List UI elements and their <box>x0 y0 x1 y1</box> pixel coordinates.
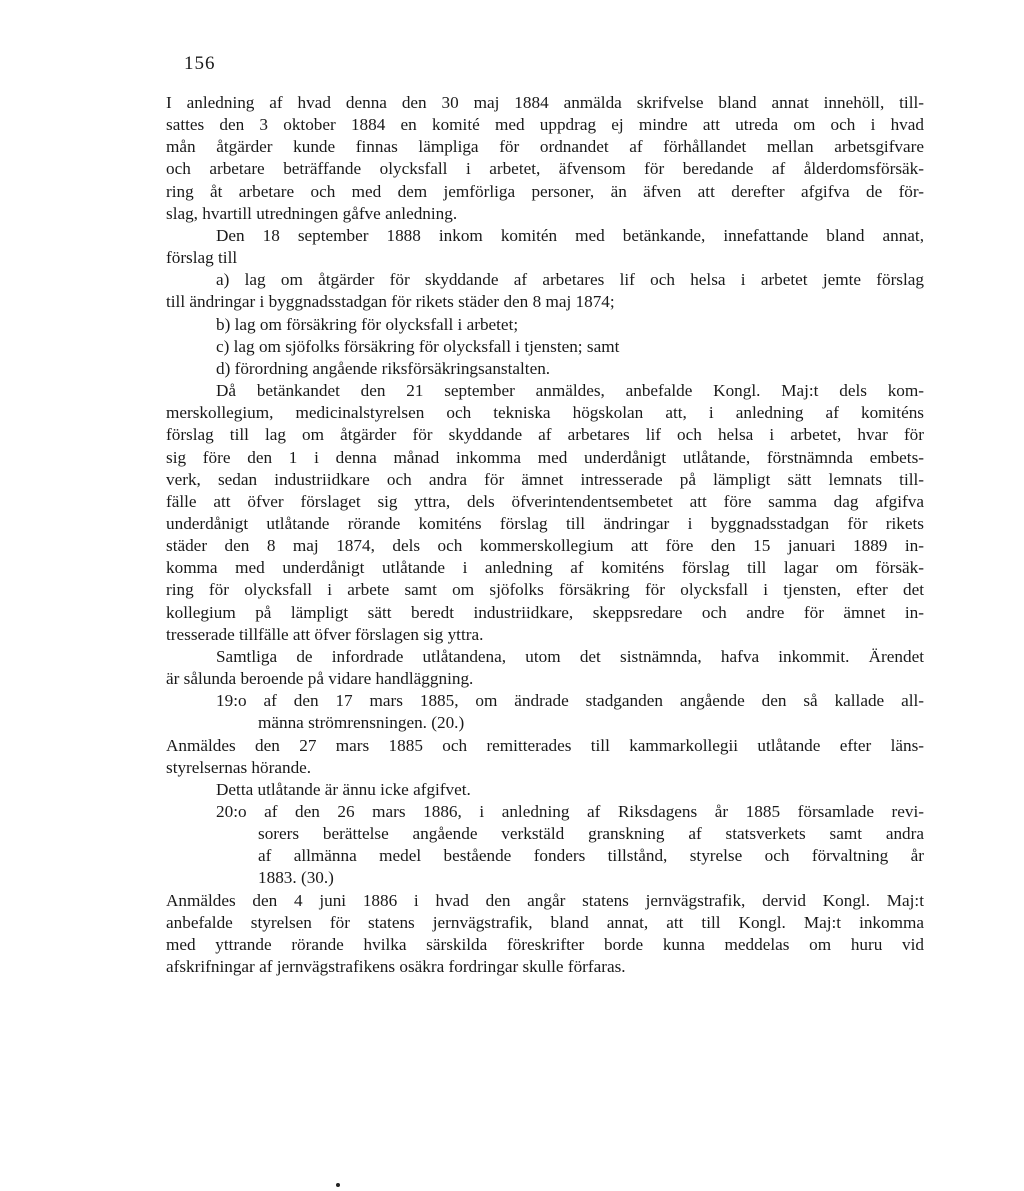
print-speck <box>336 1183 340 1187</box>
text-line: och arbetare beträffande olycksfall i arbetet, äfvensom för beredande af ålderdomsförsäk- <box>166 159 924 179</box>
text-line: sig före den 1 i denna månad inkomma med underdånigt utlåtande, förstnämnda embets- <box>166 447 924 467</box>
text-line: Anmäldes den 27 mars 1885 och remitterades till kammarkollegii utlåtande efter läns- <box>166 735 924 755</box>
text-line: underdånigt utlåtande rörande komiténs förslag till ändringar i byggnadsstadgan för rikets <box>166 513 924 533</box>
text-line: Detta utlåtande är ännu icke afgifvet. <box>216 779 471 799</box>
text-line: a) lag om åtgärder för skyddande af arbetares lif och helsa i arbetet jemte förslag <box>216 270 924 290</box>
text-line: mån åtgärder kunde finnas lämpliga för ordnandet af förhållandet mellan arbetsgifvare <box>166 137 924 157</box>
text-line: styrelsernas hörande. <box>166 757 312 777</box>
text-line: Anmäldes den 4 juni 1886 i hvad den angår statens jernvägstrafik, dervid Kongl. Maj:t <box>166 890 924 910</box>
text-line: med yttrande rörande hvilka särskilda föreskrifter borde kunna meddelas om huru vid <box>166 934 924 954</box>
text-line: ring för olycksfall i arbete samt om sjöfolks försäkring för olycksfall i tjensten, efter det <box>166 580 924 600</box>
text-line: 19:o af den 17 mars 1885, om ändrade stadganden angående den så kallade all- <box>216 691 924 711</box>
text-line: kollegium på lämpligt sätt beredt industriidkare, skeppsredare och andre för ämnet in- <box>166 602 924 622</box>
text-line: sorers berättelse angående verkstäld granskning af statsverkets samt andra <box>258 824 924 844</box>
text-line: anbefalde styrelsen för statens jernvägstrafik, bland annat, att till Kongl. Maj:t inkomma <box>166 912 924 932</box>
text-line: Då betänkandet den 21 september anmäldes, anbefalde Kongl. Maj:t dels kom- <box>216 381 924 401</box>
page-number: 156 <box>184 53 216 74</box>
text-line: är sålunda beroende på vidare handläggning. <box>166 669 474 689</box>
text-line: 1883. (30.) <box>258 868 334 888</box>
text-line: förslag till <box>166 248 238 268</box>
text-line: till ändringar i byggnadsstadgan för rikets städer den 8 maj 1874; <box>166 292 615 312</box>
text-line: Den 18 september 1888 inkom komitén med betänkande, innefattande bland annat, <box>216 225 924 245</box>
document-body <box>166 92 924 978</box>
text-line: männa strömrensningen. (20.) <box>258 713 465 733</box>
text-line: fälle att öfver förslaget sig yttra, dels öfverintendentsembetet att före samma dag afgifva <box>166 491 924 511</box>
text-line: tresserade tillfälle att öfver förslagen sig yttra. <box>166 624 484 644</box>
text-line: 20:o af den 26 mars 1886, i anledning af Riksdagens år 1885 församlade revi- <box>216 802 924 821</box>
text-line: b) lag om försäkring för olycksfall i arbetet; <box>216 314 519 334</box>
text-line: städer den 8 maj 1874, dels och kommerskollegium att före den 15 januari 1889 in- <box>166 536 924 556</box>
text-line: verk, sedan industriidkare och andra för ämnet intresserade på lämpligt sätt lemnats till- <box>166 469 924 489</box>
text-line: af allmänna medel bestående fonders tillstånd, styrelse och förvaltning år <box>258 846 924 866</box>
text-line: komma med underdånigt utlåtande i anledning af komiténs förslag till lagar om försäk- <box>166 558 924 578</box>
text-line: förslag till lag om åtgärder för skyddande af arbetares lif och helsa i arbetet, hvar för <box>166 425 924 445</box>
text-line: afskrifningar af jernvägstrafikens osäkra fordringar skulle förfaras. <box>166 957 626 977</box>
text-line: c) lag om sjöfolks försäkring för olycksfall i tjensten; samt <box>216 336 620 356</box>
text-line: sattes den 3 oktober 1884 en komité med uppdrag ej mindre att utreda om och i hvad <box>166 115 924 135</box>
text-line: d) förordning angående riksförsäkringsanstalten. <box>216 358 551 378</box>
text-line: Samtliga de infordrade utlåtandena, utom det sistnämnda, hafva inkommit. Ärendet <box>216 646 924 666</box>
text-line: I anledning af hvad denna den 30 maj 1884 anmälda skrifvelse bland annat innehöll, till- <box>166 93 924 112</box>
text-line: merskollegium, medicinalstyrelsen och tekniska högskolan att, i anledning af komiténs <box>166 403 924 423</box>
text-line: ring åt arbetare och med dem jemförliga personer, än äfven att derefter afgifva de för- <box>166 181 924 201</box>
text-line: slag, hvartill utredningen gåfve anledning. <box>166 203 458 223</box>
